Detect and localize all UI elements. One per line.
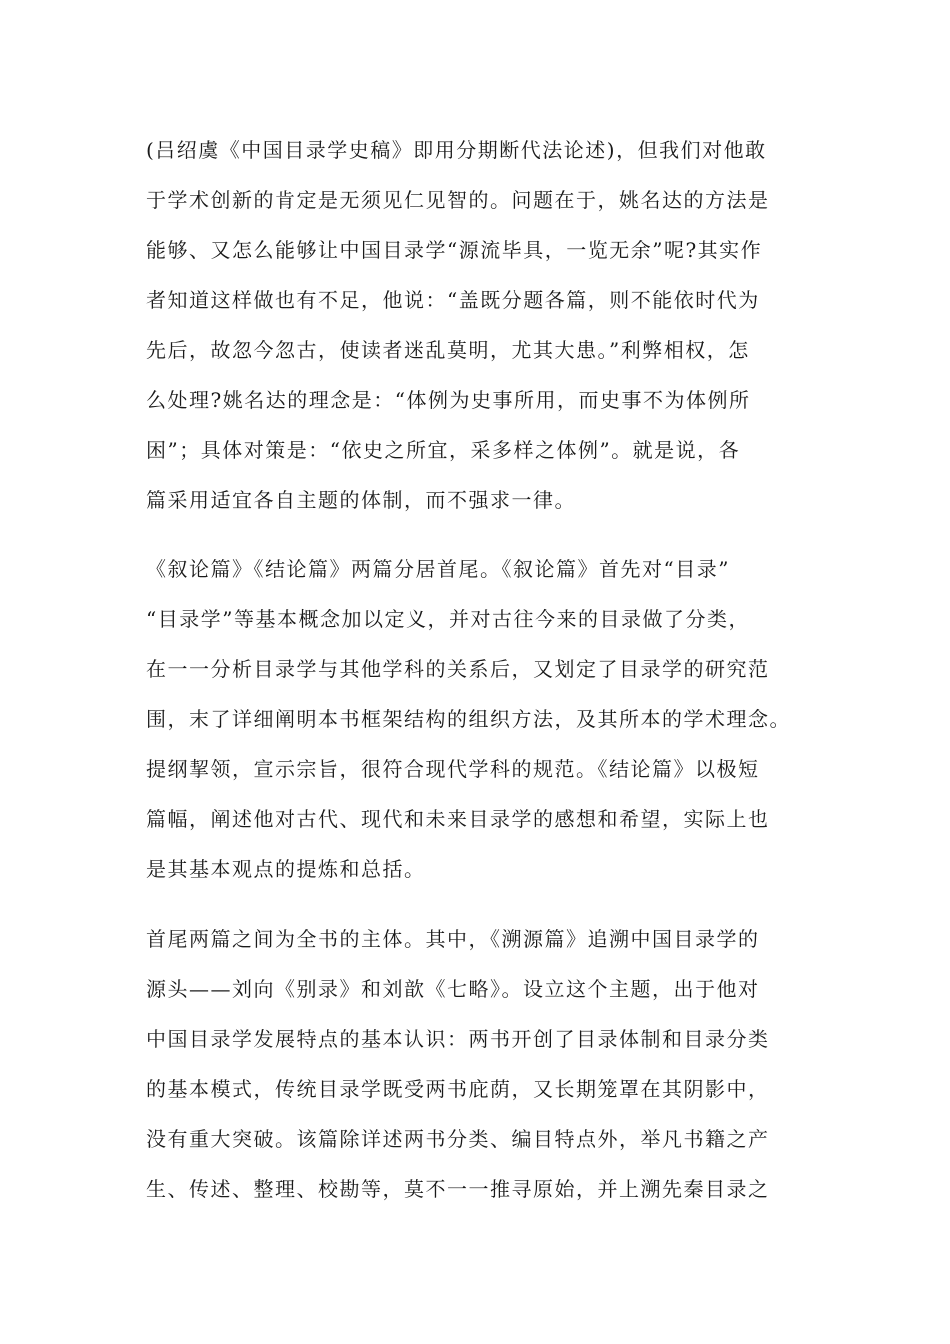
paragraph-2: [146, 544, 810, 894]
text-line: 困”；具体对策是：“依史之所宜，采多样之体例”。就是说，各: [146, 438, 741, 462]
text-line: 的基本模式，传统目录学既受两书庇荫，又长期笼罩在其阴影中，: [146, 1077, 770, 1101]
text-line: 提纲挈领，宣示宗旨，很符合现代学科的规范。《结论篇》以极短: [146, 757, 760, 781]
text-line: 生、传述、整理、校勘等，莫不一一推寻原始，并上溯先秦目录之: [146, 1177, 770, 1201]
text-line: 先后，故忽今忽古，使读者迷乱莫明，尤其大患。”利弊相权，怎: [146, 338, 750, 362]
text-line: 在一一分析目录学与其他学科的关系后，又划定了目录学的研究范: [146, 657, 770, 681]
text-line: 篇采用适宜各自主题的体制，而不强求一律。: [146, 488, 576, 512]
text-line: 中国目录学发展特点的基本认识：两书开创了目录体制和目录分类: [146, 1027, 770, 1051]
text-line: 围，末了详细阐明本书框架结构的组织方法，及其所本的学术理念。: [146, 707, 791, 731]
text-line: (吕绍虞《中国目录学史稿》即用分期断代法论述)，但我们对他敢: [146, 138, 767, 162]
text-line: 没有重大突破。该篇除详述两书分类、编目特点外，举凡书籍之产: [146, 1127, 770, 1151]
paragraph-1: [146, 125, 810, 525]
paragraph-3: [146, 914, 810, 1214]
text-line: 者知道这样做也有不足，他说：“盖既分题各篇，则不能依时代为: [146, 288, 760, 312]
text-line: 么处理?姚名达的理念是：“体例为史事所用，而史事不为体例所: [146, 388, 751, 412]
text-line: “目录学”等基本概念加以定义，并对古往今来的目录做了分类，: [146, 607, 750, 631]
text-line: 篇幅，阐述他对古代、现代和未来目录学的感想和希望，实际上也: [146, 807, 770, 831]
text-line: 首尾两篇之间为全书的主体。其中，《溯源篇》追溯中国目录学的: [146, 927, 760, 951]
text-line: 于学术创新的肯定是无须见仁见智的。问题在于，姚名达的方法是: [146, 188, 770, 212]
text-line: 《叙论篇》《结论篇》两篇分居首尾。《叙论篇》首先对“目录”: [146, 557, 730, 581]
text-line: 是其基本观点的提炼和总括。: [146, 857, 426, 881]
text-line: 能够、又怎么能够让中国目录学“源流毕具，一览无余”呢?其实作: [146, 238, 763, 262]
text-line: 源头——刘向《别录》和刘歆《七略》。设立这个主题，出于他对: [146, 977, 760, 1001]
